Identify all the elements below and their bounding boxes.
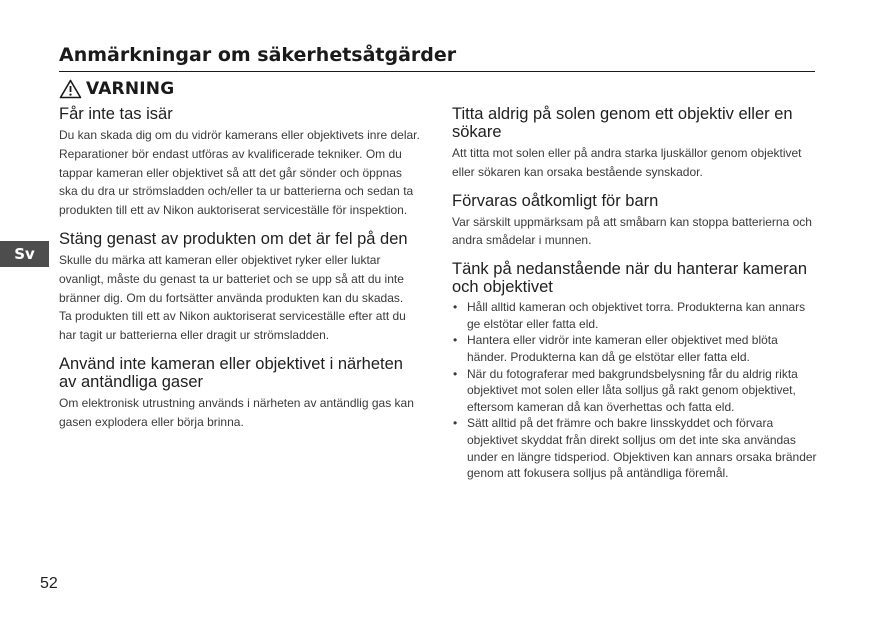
section-body: Du kan skada dig om du vidrör kamerans eller objektivets inre delar. Reparationer bör endast utföras av kvalificerade tekniker. Om du tappar kameran eller objektivet så att det går sönder och öppnas ska du dra ur strömsladden och/eller ta ur batterierna och sedan ta produkten till ett av Nikon auktoriserat serviceställe för inspektion. <box>59 128 420 218</box>
title-divider <box>59 71 815 72</box>
list-item: • När du fotograferar med bakgrundsbelysning får du aldrig rikta objektivet mot solen eller låta solljus gå rakt genom objektivet, eftersom kameran då kan överhettas och fatta eld. <box>452 366 818 416</box>
section-heading: Får inte tas isär <box>59 105 173 123</box>
section-heading: Förvaras oåtkomligt för barn <box>452 191 659 210</box>
language-tab: Sv <box>0 241 49 267</box>
page-number: 52 <box>40 575 58 592</box>
section-flammable-gas <box>59 355 423 432</box>
section-turn-off-if-malfunction <box>59 230 423 345</box>
left-column <box>59 105 423 442</box>
section-heading: Stäng genast av produkten om det är fel på den <box>59 229 408 248</box>
section-do-not-look-at-sun <box>452 105 818 182</box>
list-item: • Hantera eller vidrör inte kameran eller objektivet med blöta händer. Produkterna kan då ge elstötar eller fatta eld. <box>452 332 818 365</box>
warning-header <box>59 78 174 100</box>
section-body: Om elektronisk utrustning används i närheten av antändlig gas kan gasen explodera eller börja brinna. <box>59 395 414 429</box>
section-keep-from-children <box>452 192 818 251</box>
section-handling-precautions <box>452 260 818 482</box>
page-title: Anmärkningar om säkerhetsåtgärder <box>59 44 457 66</box>
section-heading: Använd inte kameran eller objektivet i närheten av antändliga gaser <box>59 354 403 391</box>
section-heading: Tänk på nedanstående när du hanterar kameran och objektivet <box>452 260 807 297</box>
list-item: • Håll alltid kameran och objektivet torra. Produkterna kan annars ge elstötar eller fatta eld. <box>452 299 818 332</box>
warning-triangle-icon <box>59 79 82 99</box>
bullet-list <box>452 299 818 482</box>
section-body: Var särskilt uppmärksam på att småbarn kan stoppa batterierna och andra smådelar i munnen. <box>452 214 812 248</box>
section-heading: Titta aldrig på solen genom ett objektiv eller en sökare <box>452 105 793 141</box>
warning-label: VARNING <box>86 79 175 99</box>
section-do-not-disassemble <box>59 105 423 220</box>
section-body: Skulle du märka att kameran eller objektivet ryker eller luktar ovanligt, måste du genast ta ur batteriet och se upp så att du inte bränner dig. Om du fortsätter använda produkten kan du skadas. Ta produkten till ett av Nikon auktoriserat serviceställe efter att du har tagit ur batterierna eller dragit ur strömsladden. <box>59 252 406 343</box>
right-column <box>452 105 818 492</box>
list-item: • Sätt alltid på det främre och bakre linsskyddet och förvara objektivet skyddat från direkt solljus om det inte ska användas under en längre tidsperiod. Objektiven kan annars orsaka bränder genom att fokusera solljus på antändliga föremål. <box>452 415 818 481</box>
section-body: Att titta mot solen eller på andra starka ljuskällor genom objektivet eller sökaren kan orsaka bestående synskador. <box>452 146 802 179</box>
